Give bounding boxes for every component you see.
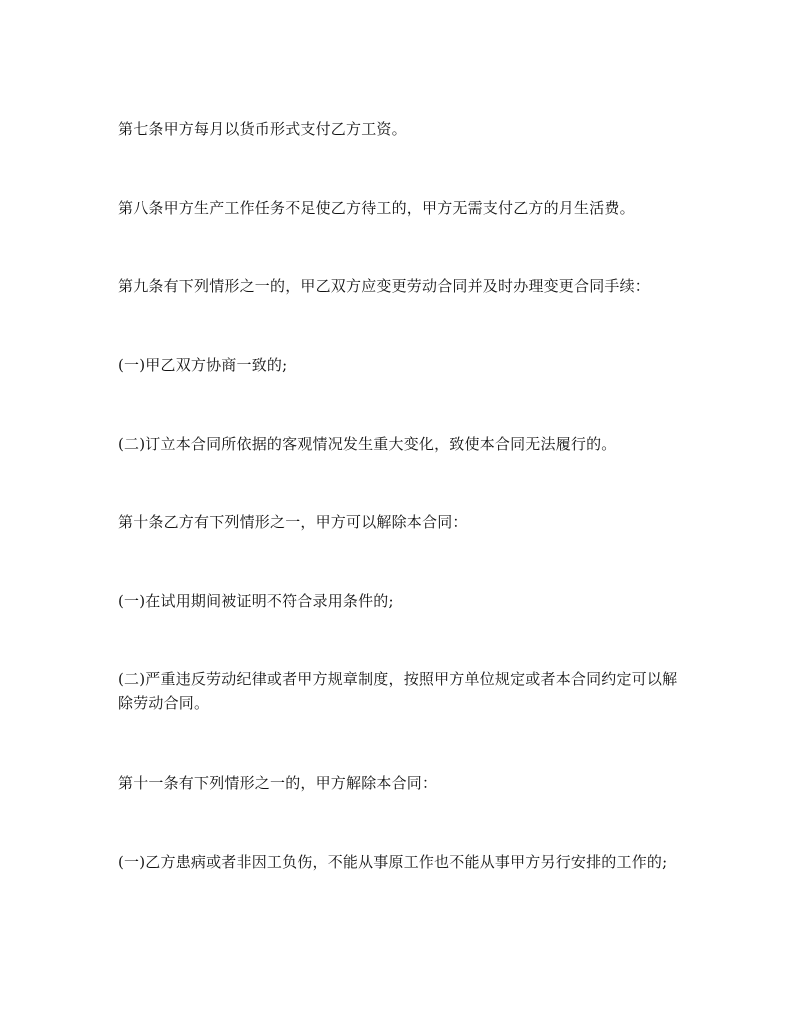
article-9-item-2: (二)订立本合同所依据的客观情况发生重大变化，致使本合同无法履行的。 — [118, 435, 617, 453]
article-11-paragraph: 第十一条有下列情形之一的，甲方解除本合同： — [118, 774, 438, 792]
article-8-paragraph: 第八条甲方生产工作任务不足使乙方待工的，甲方无需支付乙方的月生活费。 — [118, 199, 635, 217]
article-10-item-1: (一)在试用期间被证明不符合录用条件的; — [118, 592, 394, 610]
article-9-item-1: (一)甲乙双方协商一致的; — [118, 356, 288, 374]
article-7-paragraph: 第七条甲方每月以货币形式支付乙方工资。 — [118, 120, 407, 138]
article-10-paragraph: 第十条乙方有下列情形之一，甲方可以解除本合同： — [118, 513, 468, 531]
article-9-paragraph: 第九条有下列情形之一的，甲乙双方应变更劳动合同并及时办理变更合同手续： — [118, 277, 651, 295]
article-11-item-1: (一)乙方患病或者非因工负伤，不能从事原工作也不能从事甲方另行安排的工作的; — [118, 853, 668, 871]
article-10-item-2: (二)严重违反劳动纪律或者甲方规章制度，按照甲方单位规定或者本合同约定可以解除劳动合同。 — [118, 670, 678, 712]
